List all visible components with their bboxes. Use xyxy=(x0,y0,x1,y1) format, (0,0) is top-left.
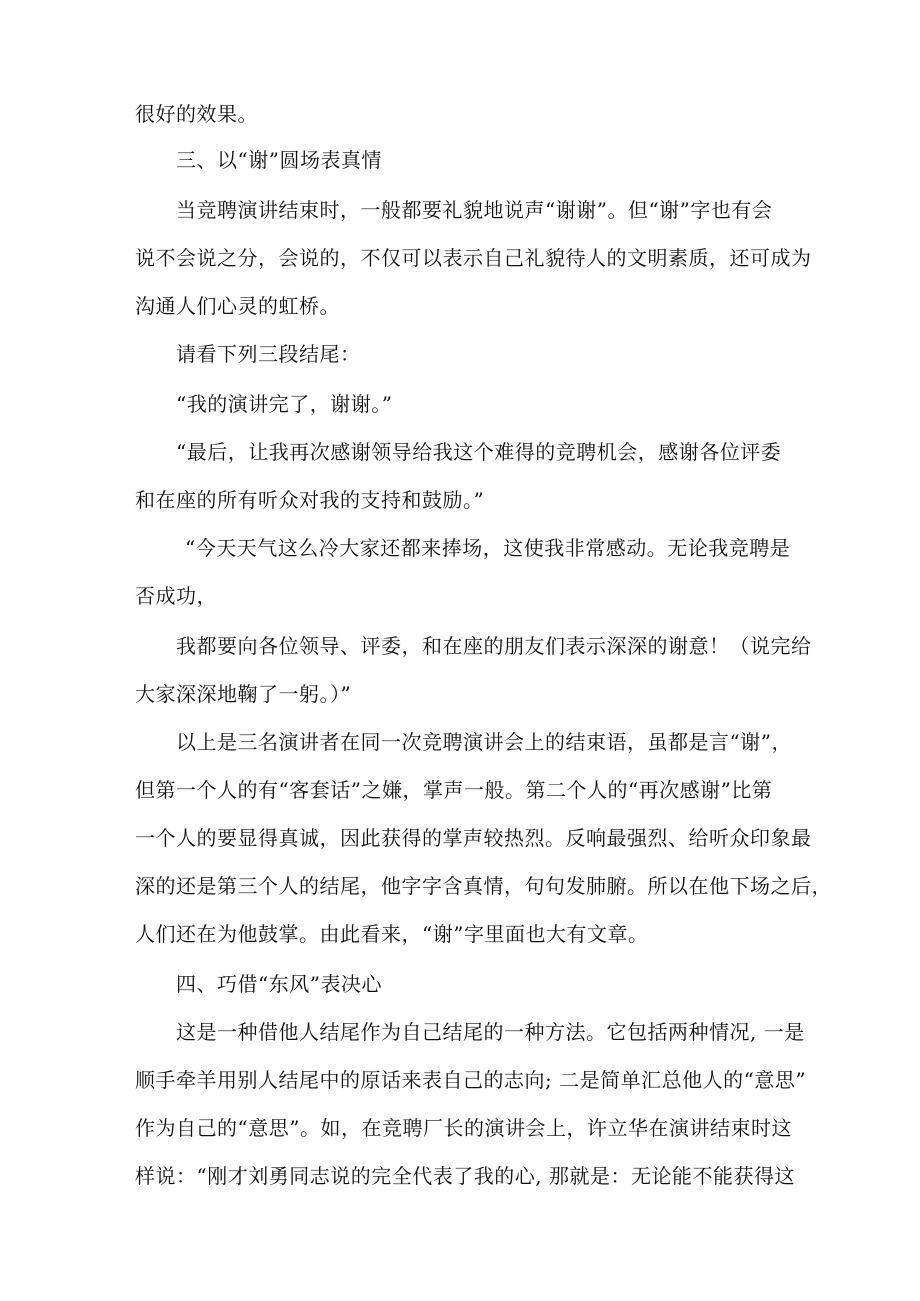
section-heading: 四、巧借“东风”表决心 xyxy=(176,972,382,996)
text-line: 作为自己的“意思”。如，在竞聘厂长的演讲会上，许立华在演讲结束时这 xyxy=(135,1116,792,1140)
text-line: 但第一个人的有“客套话”之嫌，掌声一般。第二个人的“再次感谢”比第 xyxy=(135,778,773,802)
text-line: 请看下列三段结尾： xyxy=(176,342,361,366)
quote-line: “今天天气这么冷大家还都来捧场，这使我非常感动。无论我竞聘是 xyxy=(185,536,791,560)
quote-line: “最后，让我再次感谢领导给我这个难得的竞聘机会，感谢各位评委 xyxy=(176,440,782,464)
text-line: 当竞聘演讲结束时，一般都要礼貌地说声“谢谢”。但“谢”字也有会 xyxy=(176,198,773,222)
text-line: 以上是三名演讲者在同一次竞聘演讲会上的结束语，虽都是言“谢”， xyxy=(176,730,792,754)
quote-line: “我的演讲完了，谢谢。” xyxy=(176,392,393,416)
text-line: 很好的效果。 xyxy=(135,102,258,126)
text-line: 样说：“刚才刘勇同志说的完全代表了我的心, 那就是：无论能不能获得这 xyxy=(135,1164,795,1188)
section-heading: 三、以“谢”圆场表真情 xyxy=(176,148,382,172)
text-line: 沟通人们心灵的虹桥。 xyxy=(135,294,340,318)
text-line: 一个人的要显得真诚，因此获得的掌声较热烈。反响最强烈、给听众印象最 xyxy=(135,826,812,850)
text-line: 深的还是第三个人的结尾，他字字含真情，句句发肺腑。所以在他下场之后， xyxy=(135,874,832,898)
quote-line: 否成功， xyxy=(135,584,217,608)
quote-line: 我都要向各位领导、评委，和在座的朋友们表示深深的谢意！（说完给 xyxy=(176,634,812,658)
text-line: 人们还在为他鼓掌。由此看来，“谢”字里面也大有文章。 xyxy=(135,922,649,946)
quote-line: 和在座的所有听众对我的支持和鼓励。” xyxy=(135,488,485,512)
text-line: 这是一种借他人结尾作为自己结尾的一种方法。它包括两种情况, 一是 xyxy=(176,1020,805,1044)
text-line: 顺手牵羊用别人结尾中的原话来表自己的志向; 二是简单汇总他人的“意思” xyxy=(135,1068,807,1092)
text-line: 说不会说之分，会说的，不仅可以表示自己礼貌待人的文明素质，还可成为 xyxy=(135,246,812,270)
quote-line: 大家深深地鞠了一躬。）” xyxy=(135,682,352,706)
